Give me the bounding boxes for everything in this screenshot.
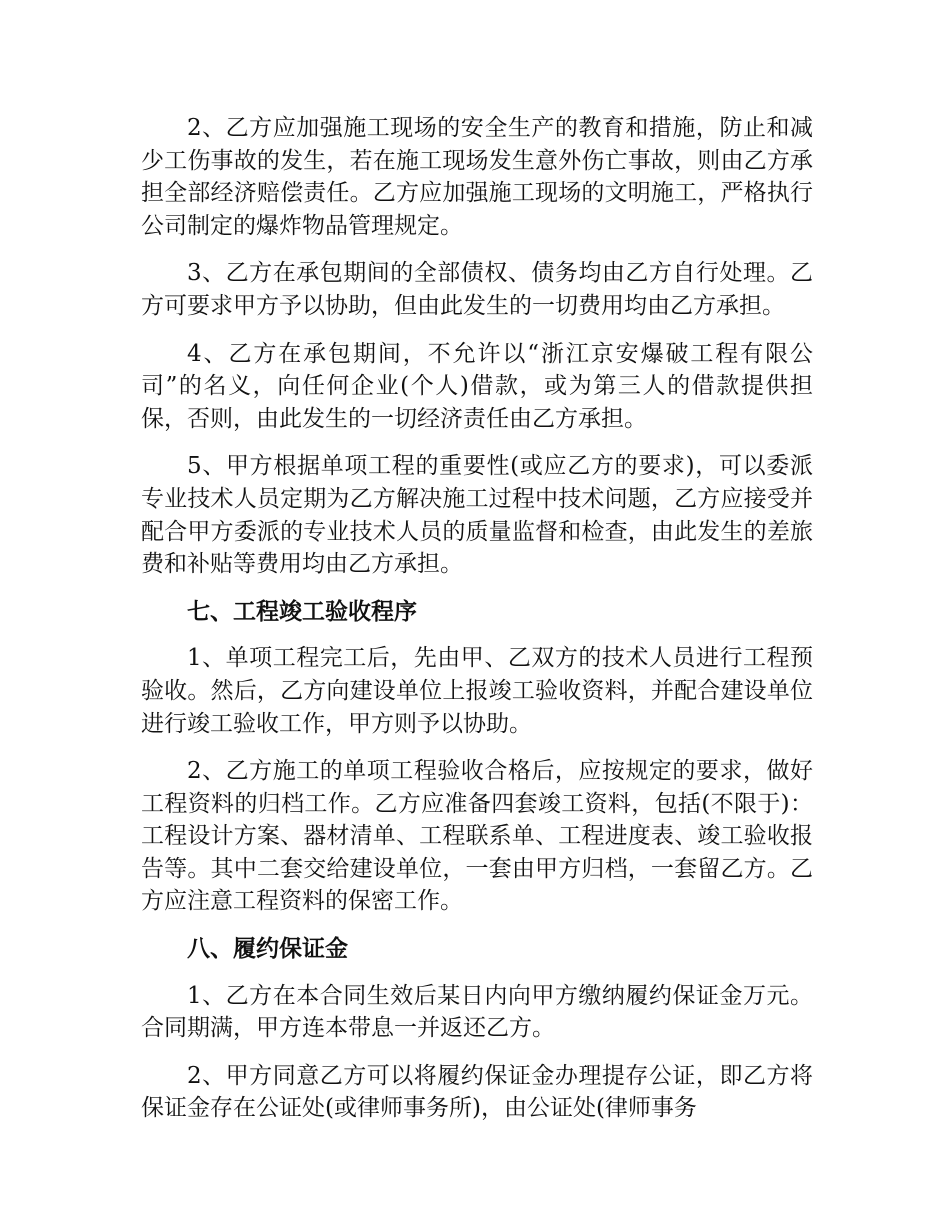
clause-6-5-paragraph: 5、甲方根据单项工程的重要性(或应乙方的要求)，可以委派专业技术人员定期为乙方解决施工过程中技术问题，乙方应接受并配合甲方委派的专业技术人员的质量监督和检查，由此发生的差旅费和补贴等费用均由乙方承担。 bbox=[141, 453, 813, 578]
clause-7-1-paragraph: 1、单项工程完工后，先由甲、乙双方的技术人员进行工程预验收。然后，乙方向建设单位上报竣工验收资料，并配合建设单位进行竣工验收工作，甲方则予以协助。 bbox=[141, 645, 813, 737]
clause-7-2-paragraph: 2、乙方施工的单项工程验收合格后，应按规定的要求，做好工程资料的归档工作。乙方应准备四套竣工资料，包括(不限于)：工程设计方案、器材清单、工程联系单、工程进度表、竣工验收报告等。其中二套交给建设单位，一套由甲方归档，一套留乙方。乙方应注意工程资料的保密工作。 bbox=[141, 758, 813, 915]
clause-8-1-paragraph: 1、乙方在本合同生效后某日内向甲方缴纳履约保证金万元。合同期满，甲方连本带息一并返还乙方。 bbox=[141, 982, 813, 1042]
clause-6-3-paragraph: 3、乙方在承包期间的全部债权、债务均由乙方自行处理。乙方可要求甲方予以协助，但由此发生的一切费用均由乙方承担。 bbox=[141, 260, 813, 319]
clause-6-2-paragraph: 2、乙方应加强施工现场的安全生产的教育和措施，防止和减少工伤事故的发生，若在施工现场发生意外伤亡事故，则由乙方承担全部经济赔偿责任。乙方应加强施工现场的文明施工，严格执行公司制定的爆炸物品管理规定。 bbox=[141, 115, 813, 239]
section-8-heading: 八、履约保证金 bbox=[187, 935, 348, 963]
clause-8-2-paragraph: 2、甲方同意乙方可以将履约保证金办理提存公证，即乙方将保证金存在公证处(或律师事务所)，由公证处(律师事务 bbox=[141, 1062, 813, 1122]
clause-6-4-paragraph: 4、乙方在承包期间，不允许以“浙江京安爆破工程有限公司”的名义，向任何企业(个人)借款，或为第三人的借款提供担保，否则，由此发生的一切经济责任由乙方承担。 bbox=[141, 340, 813, 432]
document-page bbox=[141, 112, 813, 1140]
section-7-heading: 七、工程竣工验收程序 bbox=[187, 597, 417, 625]
